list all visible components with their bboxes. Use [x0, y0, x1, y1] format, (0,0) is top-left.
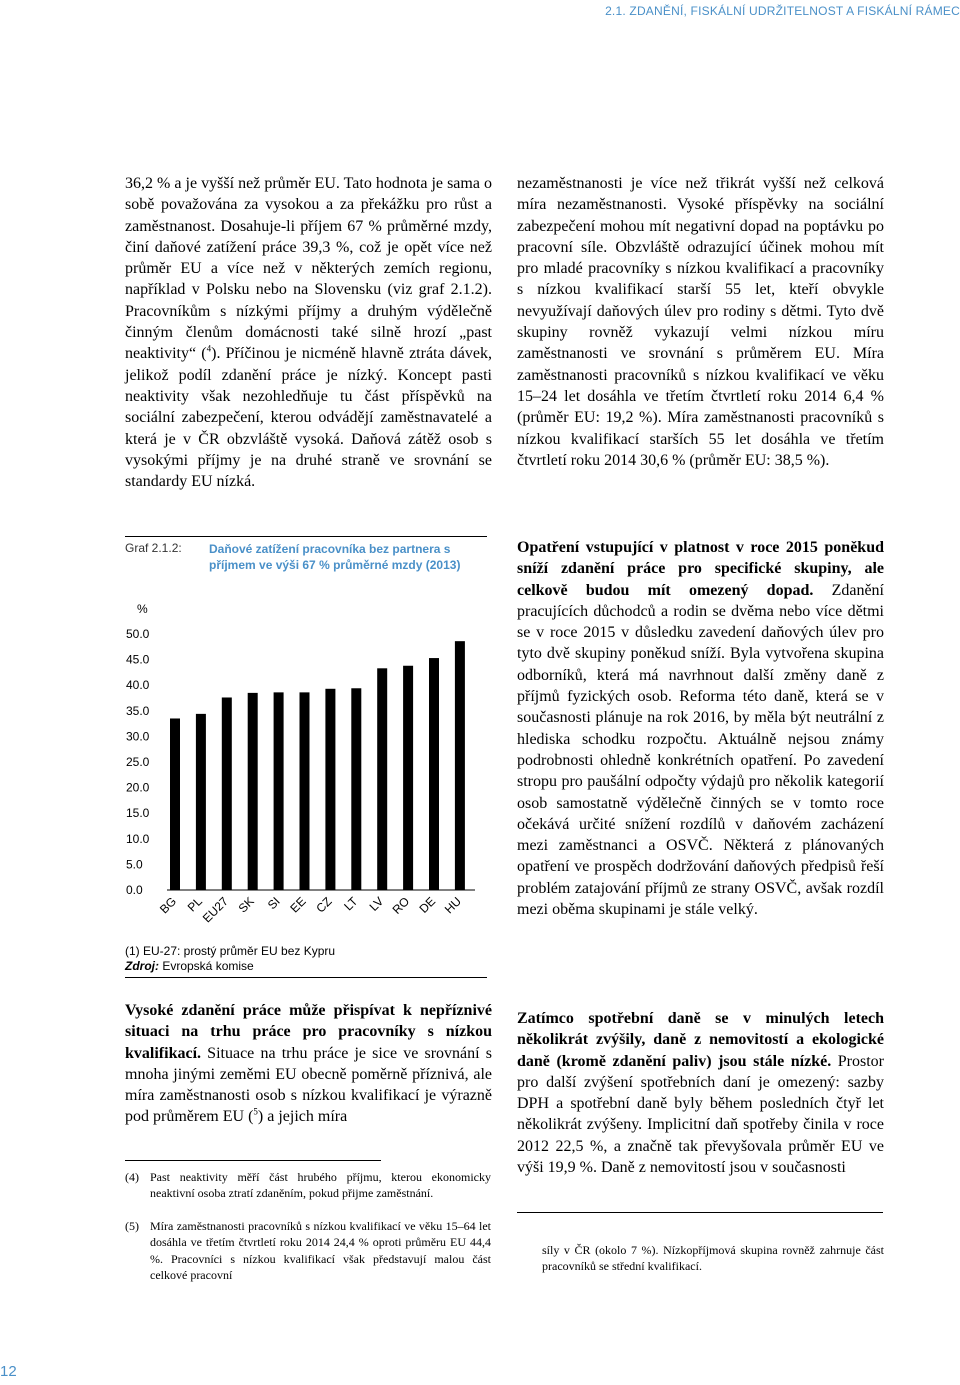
y-tick-label: 10.0 [126, 831, 150, 846]
source-text: Evropská komise [159, 959, 254, 973]
footnote-5-number: (5) [125, 1219, 139, 1233]
bar-lv [377, 668, 387, 890]
bar-bg [170, 718, 180, 890]
bar-eu27 [222, 697, 232, 890]
y-tick-label: 30.0 [126, 729, 150, 744]
footnote-ref-4[interactable]: 4 [206, 344, 212, 355]
source-label: Zdroj: [125, 959, 159, 973]
running-header: 2.1. ZDANĚNÍ, FISKÁLNÍ UDRŽITELNOST A FISKÁLNÍ RÁMEC [605, 4, 960, 18]
footnote-4-number: (4) [125, 1170, 139, 1184]
y-tick-label: 15.0 [126, 806, 150, 821]
footnote-continuation [542, 1242, 884, 1275]
figure-note: (1) EU-27: prostý průměr EU bez Kypru [125, 944, 336, 958]
footnote-ref-5[interactable]: 5 [253, 1107, 258, 1118]
x-tick-label-de: DE [416, 894, 439, 916]
figure-label: Graf 2.1.2: [125, 541, 182, 555]
y-tick-label: 35.0 [126, 703, 150, 718]
x-tick-label-lv: LV [366, 894, 387, 914]
y-tick-label: 50.0 [126, 627, 150, 641]
x-tick-label-eu27: EU27 [199, 894, 231, 926]
footnote-4 [125, 1169, 491, 1202]
bar-ro [403, 666, 413, 890]
y-tick-label: 5.0 [126, 857, 143, 872]
y-tick-label: 20.0 [126, 780, 150, 795]
x-tick-label-hu: HU [441, 894, 465, 917]
y-tick-label: 45.0 [126, 652, 150, 667]
footnote-5 [125, 1218, 491, 1283]
x-tick-label-cz: CZ [313, 894, 335, 916]
x-tick-label-ro: RO [389, 894, 413, 917]
bar-si [274, 692, 284, 890]
y-tick-label: 25.0 [126, 755, 150, 769]
right-column-bottom-text [517, 1008, 884, 1178]
bar-pl [196, 714, 206, 890]
lead-sentence: Zatímco spotřební daně se v minulých letech několikrát zvýšily, daně z nemovitostí a ekologické daně (kromě zdanění paliv) jsou stále nízké. [517, 1010, 884, 1070]
y-axis-unit-label: % [137, 602, 148, 616]
figure-source [125, 959, 254, 974]
paragraph: nezaměstnanosti je více než třikrát vyšší než celková míra nezaměstnanosti. Vysoké příspěvky na sociální zabezpečení mohou mít negativní dopad na poptávku po pracovní síle. Obzvláště odrazující účinek mohou mít pro mladé pracovníky s nízkou kvalifikací a pracovníky s nízkou kvalifikací starší 55 let, kteří obvykle nevyužívají daňových úlev pro rodiny s dětmi. Tyto dvě skupiny rovněž vykazují velmi nízkou míru zaměstnanosti ve srovnání s průměrem EU. Míra zaměstnanosti pracovníků s nízkou kvalifikací ve věku 15–24 let dosáhla ve třetím čtvrtletí roku 2014 6,4 % (průměr EU: 19,2 %). Míra zaměstnanosti pracovníků s nízkou kvalifikací starších 55 let dosáhla ve třetím čtvrtletí roku 2014 30,6 % (průměr EU: 38,5 %). [517, 175, 884, 469]
footnote-continuation-text: síly v ČR (okolo 7 %). Nízkopříjmová skupina rovněž zahrnuje část pracovníků se střední kvalifikací. [542, 1243, 884, 1274]
footnote-4-text: Past neaktivity měří část hrubého příjmu, kterou ekonomicky neaktivní osoba ztratí zdaněním, pokud přijme zaměstnání. [150, 1170, 491, 1201]
figure-2-1-2 [125, 534, 487, 978]
lead-sentence: Vysoké zdanění práce může přispívat k nepříznivé situaci na trhu práce pro pracovníky s nízkou kvalifikací. [125, 1002, 492, 1062]
x-tick-label-ee: EE [287, 894, 309, 916]
bar-de [429, 658, 439, 890]
paragraph-body-2: ) a jejich míra [257, 1108, 348, 1126]
x-tick-label-pl: PL [184, 894, 206, 915]
bar-chart [125, 534, 487, 939]
footnote-5-text: Míra zaměstnanosti pracovníků s nízkou kvalifikací ve věku 15–64 let dosáhla ve třetím čtvrtletí roku 2014 24,4 % oproti průměru EU 44,4 %. Pracovníci s nízkou kvalifikací však představují malou část celkové pracovní [150, 1219, 491, 1282]
x-tick-label-bg: BG [156, 894, 180, 917]
figure-title: Daňové zatížení pracovníka bez partnera s příjmem ve výši 67 % průměrné mzdy (2013) [209, 542, 461, 572]
bar-cz [325, 689, 335, 890]
bar-hu [455, 641, 465, 890]
paragraph-body-1: Situace na trhu práce je sice ve srovnání s mnoha jinými zeměmi EU obecně poměrně příznivá, ale míra zaměstnanosti osob s nízkou kvalifikací je výrazně pod průměrem EU ( [125, 1044, 492, 1126]
footnote-rule-right [517, 1212, 883, 1213]
page-number: 12 [0, 1363, 17, 1380]
right-column-top-text [517, 173, 884, 471]
paragraph-body: Zdanění pracujících důchodců a rodin se dvěma nebo více dětmi se v roce 2015 v důsledku zavedení daňových úlev pro tyto dvě skupiny poněkud sníží. Byla vytvořena skupina odborníků, která má navrhnout další změny daně z příjmů fyzických osob. Reforma této daně, která se v současnosti plánuje na rok 2016, by měla být neutrální z hlediska schodku rozpočtu. Aktuálně nejsou známy podrobnosti ohledně konkrétních opatření. Po zavedení stropu pro paušální odpočty výdajů pro několik kategorií osob samostatně výdělečně činných se v tomto roce očekává určité snížení rozdílů v daňovém zacházení mezi zaměstnanci a OSVČ. Některá z plánovaných opatření ve prospěch dodržování daňových předpisů řeší problém zatajování příjmů ze strany OSVČ, avšak rozdíl mezi oběma skupinami je stále velký. [517, 581, 884, 919]
bar-ee [300, 692, 310, 890]
footnote-rule-left [125, 1160, 381, 1161]
figure-bottom-rule [125, 977, 487, 978]
paragraph-body: Prostor pro další zvýšení spotřebních daní je omezený: sazby DPH a spotřební daně byly během posledních čtyř let několikrát zvýšeny. Implicitní daň spotřeby činila v roce 2012 22,5 %, a značně tak převyšovala průměr EU ve výši 19,9 %. Daně z nemovitostí jsou v současnosti [517, 1052, 884, 1177]
bar-sk [248, 693, 258, 890]
paragraph-part-1: 36,2 % a je vyšší než průměr EU. Tato hodnota je sama o sobě považována za vysokou a za překážku pro růst a zaměstnanost. Dosahuje-li příjem 67 % průměrné mzdy, činí daňové zatížení práce 39,3 %, což je opět více než průměr EU a více než v některých zemích regionu, například v Polsku nebo na Slovensku (viz graf 2.1.2). Pracovníkům s nízkými příjmy a druhým výdělečně činným členům domácnosti také silně hrozí „past neaktivity“ ( [125, 175, 492, 363]
x-tick-label-lt: LT [341, 894, 361, 914]
x-tick-label-sk: SK [235, 894, 257, 916]
bar-lt [351, 688, 361, 890]
x-tick-label-si: SI [264, 894, 283, 913]
paragraph-part-2: ). Příčinou je nicméně hlavně ztráta dávek, jelikož podíl zdanění práce je nízký. Koncept pasti neaktivity však nezohledňuje tu část příspěvků na sociální zabezpečení, kterou odvádějí zaměstnavatelé a která je v ČR obzvláště vysoká. Daňová zátěž osob s vysokými příjmy je na druhé straně ve srovnání se standardy EU nízká. [125, 345, 492, 491]
right-column-middle-text [517, 537, 884, 920]
y-tick-label: 0.0 [126, 883, 143, 897]
lead-sentence: Opatření vstupující v platnost v roce 2015 poněkud sníží zdanění práce pro specifické skupiny, ale celkově budou mít omezený dopad. [517, 539, 884, 599]
left-column-bottom-text [125, 1000, 492, 1128]
y-tick-label: 40.0 [126, 678, 150, 693]
left-column-top-text [125, 173, 492, 492]
